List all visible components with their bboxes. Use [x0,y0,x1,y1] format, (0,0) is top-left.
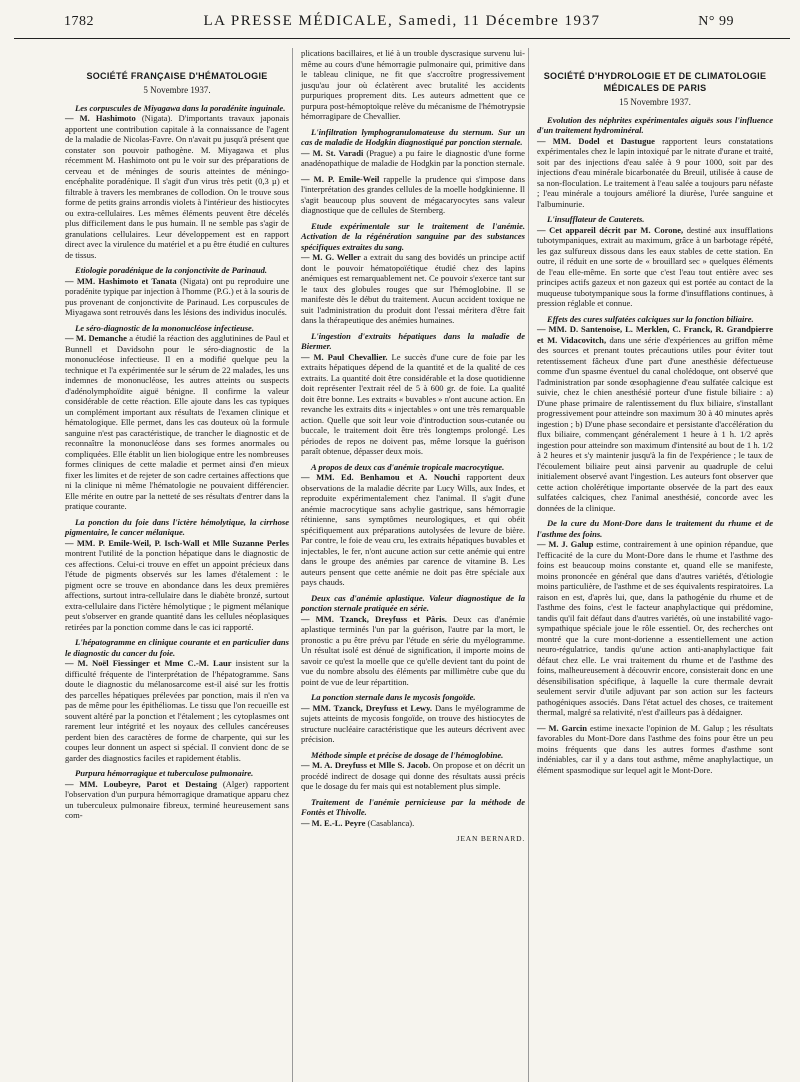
article-body [537,539,773,718]
article-title: Effets des cures sulfatées calciques sur la fonction biliaire. [547,313,754,324]
article-author: — M. A. Dreyfuss et Mlle S. Jacob. [301,760,431,770]
article-item [537,314,773,514]
article-author: — MM. Ed. Benhamou et A. Nouchi [301,472,461,482]
article-text: a extrait du sang des bovidés un principe actif dont le pouvoir hématopoïétique étudié chez des lapins anémiques est remarquablement net. Ce pouvoir s'exerce tant sur le taux des globules rouges que sur l'hémoglobine. Il se manifeste dès le début du traitement. Aucun accident toxique ne suit l'administration du produit dont l'essai méritera d'être fait dans la thérapeutique des anémies humaines. [301,252,525,325]
article-body [537,136,773,210]
article-author: — M. E.-L. Peyre [301,817,366,828]
section-date: 15 Novembre 1937. [619,97,691,107]
continued-text: plications bacillaires, et lié à un trouble dyscrasique survenu lui-même au cours d'une hémorragie pulmonaire qui, primitive dans le tableau clinique, ne fit que s'accroître progressivement jusqu'au jour où éclatèrent avec brutalité les accidents purpuriques proprement dits. Les auteurs admettent que ce purpura post-hémoptoïque relève du mécanisme de l'hémotrypsie hémorragipare de Chevallier. [301,48,525,121]
article-title: Les corpuscules de Miyagawa dans la poradénite inguinale. [75,102,286,113]
col3-items [537,115,773,776]
article-body [65,658,289,763]
article-item [537,723,773,776]
article-text: estime inexacte l'opinion de M. Galup ; les résultats favorables du Mont-Dore dans l'asthme des foins pour être un peu moins fréquents que dans les autres formes d'asthme sont indéniables, car il y a dans tout asthme, même anaphylactique, un élément spasmodique sur lequel agit le Mont-Dore. [537,722,774,775]
article-item [301,174,525,216]
page-number: 1782 [64,14,94,29]
article-text: (Nigata). D'importants travaux japonais apportent une contribution capitale à la connaissance de l'agent de la maladie de Nicolas-Favre. On n'avait pu jusqu'à présent que constater son pouvoir pathogène. M. Miyagawa et plus récemment M. Hashimoto ont pu le voir sur des préparations de cerveau et de méninges de souris atteintes de méningo-encéphalite poradénique. Il s'agit d'un virus très petit (0,3 µ) et filtrable à travers les membranes de collodion. On le trouve sous forme de petits grains arrondis violets à l'intérieur des histiocytes ou extra-cellulaires. Les mêmes éléments peuvent être décelés plus difficilement dans le pus humain. Il ne semble pas s'agir de granulations cellulaires. Leur développement est en rapport direct avec la virulence du matériel et a pu être étudié en cultures de tissus. [65,113,289,260]
article-text: destiné aux insufflations tubotympaniques, extrait au maximum, grâce à un barbotage répété, les gaz sulfureux dissous dans les eaux stables de cette station. En outre, il réduit en une sorte de « brouillard sec » quelques éléments de l'eau elle-même. En sorte que c'est l'eau tout entière avec ses principes actifs gazeux et non gazeux qui est portée au contact de la muqueuse tubotympanique sous la forme d'insufflations continues, à pression réglable et connue. [537,224,774,308]
article-body [65,113,289,260]
article-item [537,518,773,718]
column-3 [529,48,776,1082]
article-item [301,797,525,829]
article-author: — MM. P. Emile-Weil, P. Isch-Wall et Mlle Suzanne Perles [65,537,289,548]
article-author: — MM. Tzanck, Dreyfuss et Lewy. [301,702,433,713]
article-author: — M. Demanche [65,333,127,343]
article-item [65,768,289,821]
article-body [65,538,289,633]
article-item [65,265,289,318]
article-text: insistent sur la difficulté fréquente de l'interprétation de l'hépatogramme. Sans doute le diagnostic du mélanosarcome est-il aisé sur les frottis des parcelles hépatiques prélevées par ponction, mais il n'en va pas de même pour les épithéliomas. Le tissu que l'on recueille est souvent altéré par la ponction et l'étalement ; les cytoplasmes ont rarement leur intégrité et les noyaux des cellules cancéreuses perdent bien des caractères de forme de charpente, qui sur les coupes leur donnent un aspect si spécial. Il convient donc de se garder des diagnostics faciles et rapidement établis. [65,658,290,763]
article-body [301,614,525,688]
article-title: L'insufflateur de Cauterets. [547,214,645,224]
article-item [301,221,525,326]
article-body [301,760,525,792]
article-text: rappelle la prudence qui s'impose dans l'interprétation des grandes cellules de la moelle hodgkinienne. Il s'agit beaucoup plus souvent de mégacaryocytes sans valeur diagnostique que de cellules de Sternberg. [301,173,526,215]
article-author: — M. St. Varadi [301,147,364,158]
article-text: (Nigata) ont pu reproduire une poradénite typique par injection à l'homme (P.G.) et à la souris de pus provenant de conjonctivite de Parinaud. Les corpuscules de Miyagawa sont retrouvés dans les lésions des individus inoculés. [65,275,289,317]
article-title: A propos de deux cas d'anémie tropicale macrocytique. [311,461,505,472]
article-body [537,225,773,309]
issue-number: N° 99 [698,14,734,29]
article-item [537,214,773,309]
article-author: — MM. Loubeyre, Parot et Destaing [65,778,217,789]
article-body [301,252,525,326]
column-1 [62,48,293,1082]
article-item [537,115,773,210]
article-body [301,472,525,588]
article-text: a étudié la réaction des agglutinines de Paul et Bunnell et Davidsohn pour le séro-diagnostic de la mononucléose infectieuse. Il en a modifié quelque peu la technique et l'a expérimentée sur le sérum de 22 malades, les uns indemnes de mononucléose, les autres atteints ou suspects d'adénolymphoïdite aiguë bénigne. Il confirme la valeur considérable de cette réaction. Elle ajoute dans les cas typiques un complément important aux résultats de l'examen clinique et hématologique. Elle permet, dans les cas douteux où la formule sanguine n'est pas caractéristique, de trancher le diagnostic et de reconnaître la mononucléose dans ses formes anormales ou compliquées. Elle établit un lien biologique entre les nombreuses formes cliniques de cette maladie et permet ainsi d'en mieux fixer les limites et de rejeter de son cadre certaines affections que ni la clinique ni même l'hématologie ne pouvaient différencier. Elle mérite en outre par la netteté de ses résultats d'entrer dans la pratique courante. [65,333,289,511]
article-body [65,276,289,318]
article-title: Le séro-diagnostic de la mononucléose infectieuse. [75,322,254,333]
article-author: — MM. Hashimoto et Tanata [65,275,177,286]
article-title: L'hépatogramme en clinique courante et en particulier dans le diagnostic du cancer du foie. [65,637,289,658]
article-title: Méthode simple et précise de dosage de l'hémoglobine. [311,749,504,760]
article-author: — M. P. Emile-Weil [301,173,380,184]
article-title: Etiologie poradénique de la conjonctivite de Parinaud. [75,265,268,275]
article-title: De la cure du Mont-Dore dans le traitement du rhume et de l'asthme des foins. [537,518,773,539]
article-item [301,750,525,792]
article-title: Etude expérimentale sur le traitement de l'anémie. Activation de la régénération sanguine par des substances spécifiques extraites du sang. [301,220,525,252]
article-author: — M. G. Weller [301,252,361,262]
article-text: rapportent deux observations de la maladie décrite par Lucy Wills, aux Indes, et reproduite expérimentalement chez l'animal. Il s'agit d'une anémie macrocytique sans achylie gastrique, sans hémorragie rétinienne, sans symptômes neurologiques, et qui obéit spécifiquement aux préparations autolysées de levure de bière. Par contre, le foie de veau cru, les extraits hépatiques buvables et injectables, le fer, n'ont aucune action sur cette anémie qui entre dans le groupe des anémies par carence de vitamine B. Les auteurs pensent que cette anémie ne doit pas être spéciale aux pays chauds. [301,472,526,587]
columns [62,48,776,1082]
article-body [301,703,525,745]
article-text: montrent l'utilité de la ponction hépatique dans le diagnostic de ces affections. Celui-ci trouve en effet un appoint précieux dans l'étude de pigments observés sur les lames d'étalement : le pigment ocre se trouve en abondance dans les deux premières affections, surtout intra-cellulaire dans le diabète bronzé, surtout extra-cellulaire dans l'ictère hémolytique ; le pigment mélanique peut s'observer en grande quantité dans les cellules néoplasiques retirées par la ponction comme dans le cas ici rapporté. [65,548,289,632]
article-text: On propose et on décrit un procédé indirect de dosage qui donne des résultats aussi précis que le dosage du fer mais qui est notablement plus simple. [301,760,525,791]
article-item [301,331,525,457]
article-author: — M. Garcin [537,722,588,733]
article-item [65,517,289,633]
article-text: (Casablanca). [367,817,415,828]
article-body [537,324,773,513]
page-header [14,0,790,39]
article-body [301,174,525,216]
article-item [301,593,525,688]
article-author: — M. Noël Fiessinger et Mme C.-M. Laur [65,658,232,668]
article-item [301,127,525,169]
article-text: Deux cas d'anémie aplastique terminés l'un par la guérison, l'autre par la mort, le pronostic a pu être prévu par l'étude en série du myélogramme. Un résultat isolé est dénué de signification, il importe moins de savoir ce qu'est la moelle que ce qu'elle devient tant du point de vue du nombre absolu des éléments par millimètre cube que du point de vue de leur répartition. [301,613,525,687]
article-item [65,103,289,261]
article-title: Deux cas d'anémie aplastique. Valeur diagnostique de la ponction sternale pratiquée en série. [301,592,525,613]
article-body [301,818,525,829]
article-body [65,333,289,512]
col1-items [65,103,289,821]
article-title: Evolution des néphrites expérimentales aiguës sous l'influence d'un traitement hydrominéral. [537,114,773,135]
column-2 [293,48,529,1082]
col2-items [301,127,525,829]
article-text: estime, contrairement à une opinion répandue, que l'efficacité de la cure du Mont-Dore dans le rhume et l'asthme des foins est beaucoup moins constante et, quand elle se manifeste, moins prononcée en général que dans d'autres variétés, d'étiologie moins particulière, de l'asthme et de ses équivalents respiratoires. La raison en est, d'après lui, que, dans la pathogénie du rhume et de l'asthme des foins, c'est le facteur anaphylactique qui prédomine, tandis qu'il fait défaut dans d'autres variétés, où une instabilité vago-sympathique spéciale joue le rôle essentiel. Or, des recherches ont montré que la cure mont-dorienne a essentiellement une action neuro-régulatrice, tandis qu'une action anti-anaphylactique fait défaut chez elle. Le vrai traitement du rhume et de l'asthme des foins, malheureusement à découvrir encore, consisterait donc en une désensibilisation spécifique, à laquelle la cure thermale devrait seulement servir d'utile adjuvant par son action sur les facteurs pathogéniques associés. Dans l'état actuel des choses, ce traitement thermal, malgré sa relativité, n'est d'ailleurs pas à dédaigner. [537,539,773,717]
article-body [301,352,525,457]
section-title: SOCIÉTÉ D'HYDROLOGIE ET DE CLIMATOLOGIE MÉDICALES DE PARIS [543,71,767,93]
article-text: dans une série d'expériences au griffon même des sources et prenant toutes précautions utiles pour éviter tout retentissement fâcheux d'une part d'une anesthésie défectueuse comme d'un spasme éventuel du canal cholédoque, ont observé que l'administration par sonde œsophagienne d'eau sulfatée calcique est suivie, chez le chien anesthésié porteur d'une fistule biliaire : a) D'une phase primaire de ralentissement du flux biliaire, s'installant progressivement pour atteindre son maximum 30 à 40 minutes après ingestion ; b) D'une phase secondaire et persistante d'accélération du flux biliaire, commençant généralement 1 heure à 1 h. 1/2 après ingestion pour atteindre son maximum d'intensité au bout de 1 h. 1/2 à 2 heures et s'y maintenir jusqu'à la fin de l'expérience ; le taux de l'écoulement biliaire peut ainsi parvenir au quadruple de celui initialement observé avant l'ingestion. Les auteurs font observer que cette action cholérétique importante observée de la part des eaux sulfatées calciques, chez l'animal anesthésié, concorde avec les données de la clinique. [537,334,774,513]
section-date: 5 Novembre 1937. [143,85,211,95]
article-item [65,637,289,763]
article-title: L'ingestion d'extraits hépatiques dans la maladie de Biermer. [301,330,525,351]
article-title: L'infiltration lymphogranulomateuse du sternum. Sur un cas de maladie de Hodgkin diagnostiqué par ponction sternale. [301,126,525,147]
signature: JEAN BERNARD. [456,834,525,843]
article-text: (Prague) a pu faire le diagnostic d'une forme anadénopathique de maladie de Hodgkin par la ponction sternale. [301,147,525,168]
article-title: Traitement de l'anémie pernicieuse par la méthode de Fontès et Thivolle. [301,796,525,817]
article-author: — Cet appareil décrit par M. Corone, [537,224,684,235]
article-title: Purpura hémorragique et tuberculose pulmonaire. [75,768,254,778]
article-item [301,692,525,745]
article-text: (Alger) rapportent l'observation d'un purpura hémorragique dramatique apparu chez un tuberculeux pulmonaire fibreux, terminé heureusement sans com- [65,778,290,820]
article-item [301,462,525,588]
article-text: Le succès d'une cure de foie par les extraits hépatiques dépend de la quantité et de la qualité de ces extraits. La quantité doit être considérable et la dose quotidienne doit représenter l'extrait réel de 5 à 600 gr. de foie. La qualité doit être bonne. Les extraits « buvables » n'ont aucune action. En revanche les extraits dits « injectables » ont une très remarquable action. Quelle que soit leur voie d'introduction sous-cutanée ou buccale, le traitement doit être très longtemps prolongé. Les périodes de repos ne doivent pas, même lorsque la guérison paraît obtenue, dépasser deux mois. [301,351,526,456]
article-author: — MM. Tzanck, Dreyfuss et Pâris. [301,613,447,624]
article-author: — MM. Dodel et Dastugue [537,135,655,146]
article-text: rapportent leurs constatations expérimentales chez le lapin intoxiqué par le nitrate d'urane et traité, soit par des injections d'eau salée à 9 pour 1000, soit par des injections d'eau minérale bicarbonatée du Breuil, utilisée à cause de sa non-floculation. Le traitement à l'eau salée a toujours paru néfaste ; l'eau minérale a toujours amélioré la diurèse, l'urée sanguine et l'albuminurie. [537,135,773,209]
article-title: La ponction sternale dans le mycosis fongoïde. [311,692,476,702]
journal-title: LA PRESSE MÉDICALE, Samedi, 11 Décembre 1937 [203,13,601,29]
section-title: SOCIÉTÉ FRANÇAISE D'HÉMATOLOGIE [86,71,268,81]
article-author: — M. Hashimoto [65,113,136,123]
article-body [65,779,289,821]
article-body [537,723,773,776]
article-body [301,148,525,169]
article-text: Dans le myélogramme de sujets atteints de mycosis fongoïde, on trouve des histiocytes de structure nucléaire caractéristique que les auteurs décrivent avec précision. [301,702,525,744]
article-item [65,323,289,512]
article-title: La ponction du foie dans l'ictère hémolytique, la cirrhose pigmentaire, le cancer mélanique. [65,516,289,537]
article-author: — M. J. Galup [537,539,594,549]
article-author: — M. Paul Chevallier. [301,351,388,362]
article-author: — MM. D. Santenoise, L. Merklen, C. Franck, R. Grandpierre et M. Vidacovitch, [537,324,773,345]
